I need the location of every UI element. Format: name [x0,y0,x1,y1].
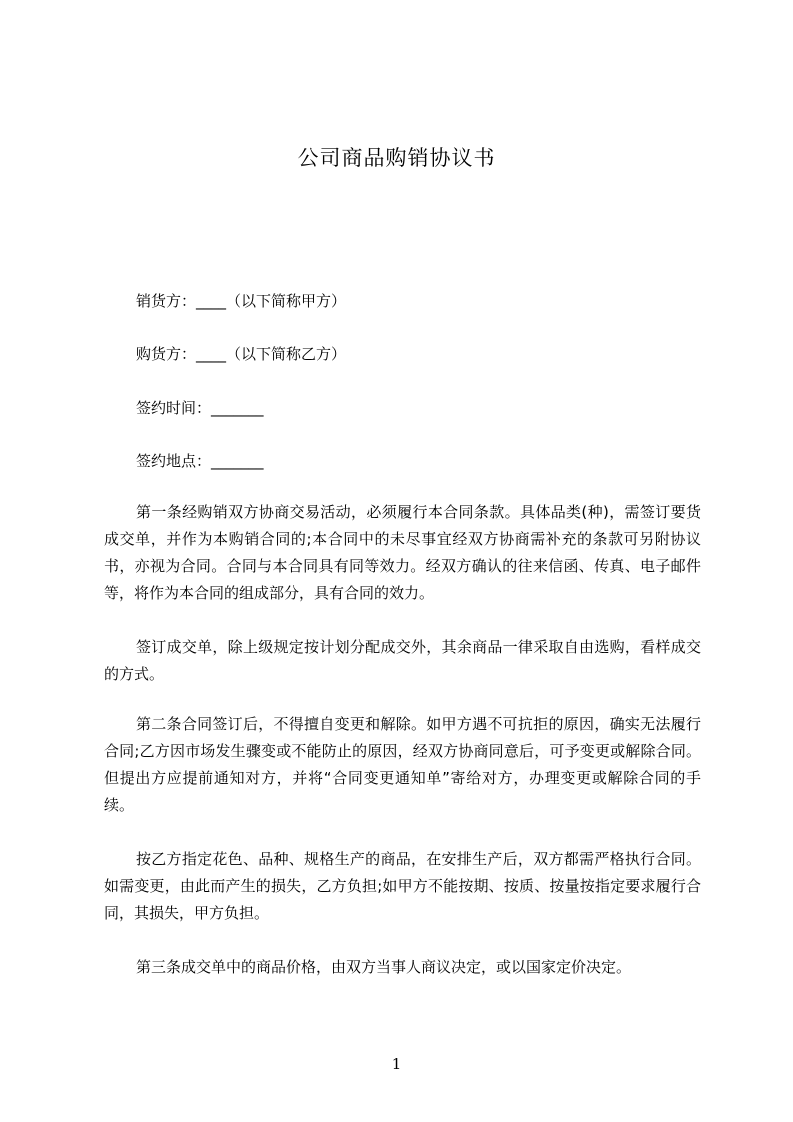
article-2-paragraph: 第二条合同签订后，不得擅自变更和解除。如甲方遇不可抗拒的原因，确实无法履行合同;乙方因市场发生骤变或不能防止的原因，经双方协商同意后，可予变更或解除合同。但提出方应提前通知对方，并将“合同变更通知单”寄给对方，办理变更或解除合同的手续。 [104,715,701,814]
order-form-paragraph: 签订成交单，除上级规定按计划分配成交外，其余商品一律采取自由选购，看样成交的方式。 [104,638,701,683]
article-3-paragraph: 第三条成交单中的商品价格，由双方当事人商议决定，或以国家定价决定。 [136,958,632,976]
seller-field: 销货方：____（以下简称甲方） [136,292,347,310]
article-1-paragraph: 第一条经购销双方协商交易活动，必须履行本合同条款。具体品类(种)，需签订要货成交单，并作为本购销合同的;本合同中的未尽事宜经双方协商需补充的条款可另附协议书，亦视为合同。合同与本合同具有同等效力。经双方确认的往来信函、传真、电子邮件等，将作为本合同的组成部分，具有合同的效力。 [104,503,701,602]
document-title: 公司商品购销协议书 [297,146,496,170]
signing-time-field: 签约时间：_______ [136,399,264,417]
signing-place-field: 签约地点：_______ [136,452,264,470]
specified-goods-paragraph: 按乙方指定花色、品种、规格生产的商品，在安排生产后，双方都需严格执行合同。如需变更，由此而产生的损失，乙方负担;如甲方不能按期、按质、按量按指定要求履行合同，其损失，甲方负担。 [104,850,701,922]
buyer-field: 购货方：____（以下简称乙方） [136,345,347,363]
page-number: 1 [391,1055,402,1073]
